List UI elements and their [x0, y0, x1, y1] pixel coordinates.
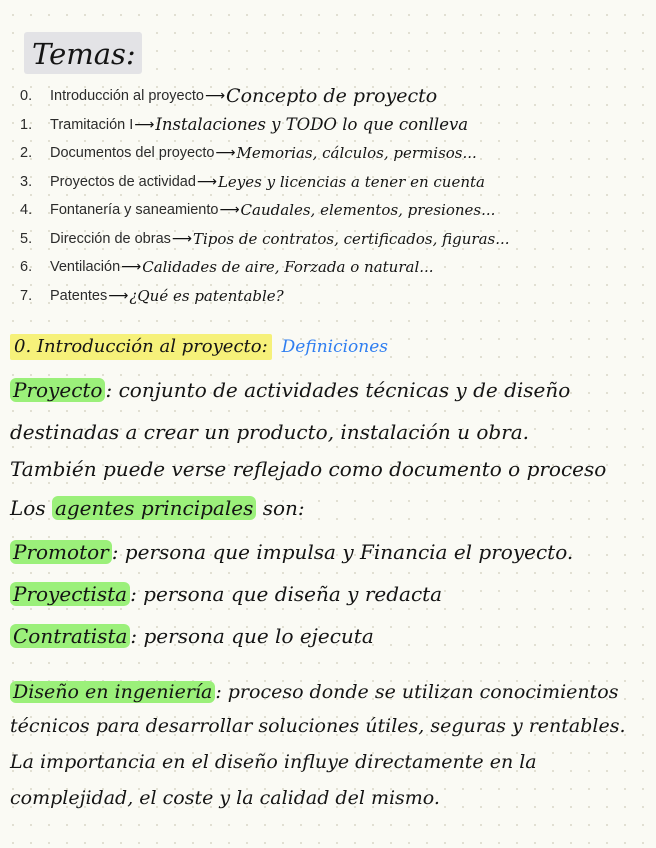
- topic-number: 5.: [20, 230, 33, 247]
- diseno-line-3: La importancia en el diseño influye directamente en la: [10, 751, 537, 773]
- diseno-line-2: técnicos para desarrollar soluciones útiles, seguras y rentables.: [10, 715, 626, 737]
- term-agentes: agentes principales: [52, 496, 256, 520]
- term-proyecto: Proyecto: [10, 378, 105, 402]
- proyecto-definition: [10, 376, 570, 404]
- term-contratista: Contratista: [10, 624, 130, 648]
- topic-note: ¿Qué es patentable?: [129, 286, 284, 305]
- topic-note: Memorias, cálculos, permisos...: [236, 144, 477, 163]
- definition-text: : persona que diseña y redacta: [130, 582, 443, 606]
- definition-text: : persona que lo ejecuta: [130, 624, 374, 648]
- diseno-line-4: complejidad, el coste y la calidad del mismo.: [10, 787, 440, 809]
- documento-line: También puede verse reflejado como documento o proceso: [10, 457, 607, 481]
- term-promotor: Promotor: [10, 540, 112, 564]
- definition-text: : conjunto de actividades técnicas y de diseño: [105, 378, 571, 402]
- agentes-line: [10, 494, 305, 522]
- topic-name: Ventilación: [50, 259, 121, 276]
- topic-name: Dirección de obras: [50, 230, 171, 247]
- arrow-right-icon: ⟶: [121, 259, 142, 276]
- topic-number: 0.: [20, 88, 33, 105]
- contratista-definition: [10, 622, 374, 650]
- list-item: [20, 225, 650, 254]
- topic-name: Patentes: [50, 287, 108, 304]
- agentes-suffix: son:: [262, 496, 305, 520]
- topics-list: [20, 82, 650, 310]
- list-item: [20, 196, 650, 225]
- proyecto-definition-cont: destinadas a crear un producto, instalación u obra.: [10, 420, 530, 444]
- page-title: Temas:: [32, 37, 136, 71]
- topic-name: Documentos del proyecto: [50, 145, 215, 162]
- list-item: [20, 82, 650, 111]
- topic-number: 3.: [20, 173, 33, 190]
- list-item: [20, 168, 650, 197]
- topic-name: Tramitación I: [50, 116, 134, 133]
- topic-note: Tipos de contratos, certificados, figuras...: [192, 229, 510, 248]
- section-note: Definiciones: [281, 337, 389, 357]
- topic-number: 2.: [20, 145, 33, 162]
- arrow-right-icon: ⟶: [204, 88, 226, 105]
- topic-note: Instalaciones y TODO lo que conlleva: [155, 115, 469, 135]
- topic-number: 1.: [20, 116, 33, 133]
- topic-number: 6.: [20, 259, 33, 276]
- list-item: [20, 111, 650, 140]
- topic-number: 7.: [20, 287, 33, 304]
- diseno-definition: [10, 678, 618, 706]
- topic-note: Calidades de aire, Forzada o natural...: [142, 258, 434, 277]
- definition-text: : persona que impulsa y Financia el proyecto.: [111, 540, 574, 564]
- definition-text: : proceso donde se utilizan conocimientos: [215, 681, 619, 703]
- topic-name: Fontanería y saneamiento: [50, 202, 219, 219]
- arrow-right-icon: ⟶: [108, 287, 129, 304]
- topic-name: Proyectos de actividad: [50, 173, 196, 190]
- section-heading: 0. Introducción al proyecto:: [10, 334, 272, 360]
- term-proyectista: Proyectista: [10, 582, 130, 606]
- topic-note: Leyes y licencias a tener en cuenta: [217, 172, 485, 191]
- list-item: [20, 253, 650, 282]
- agentes-prefix: Los: [10, 496, 46, 520]
- topic-note: Concepto de proyecto: [226, 85, 438, 108]
- topic-name: Introducción al proyecto: [50, 88, 204, 105]
- arrow-right-icon: ⟶: [134, 116, 155, 133]
- section-heading-row: [10, 334, 388, 360]
- list-item: [20, 139, 650, 168]
- list-item: [20, 282, 650, 311]
- arrow-right-icon: ⟶: [215, 145, 236, 162]
- arrow-right-icon: ⟶: [219, 202, 240, 219]
- arrow-right-icon: ⟶: [171, 230, 192, 247]
- proyectista-definition: [10, 580, 442, 608]
- topic-number: 4.: [20, 202, 33, 219]
- term-diseno: Diseño en ingeniería: [10, 681, 215, 703]
- promotor-definition: [10, 538, 573, 566]
- topic-note: Caudales, elementos, presiones...: [240, 201, 496, 220]
- arrow-right-icon: ⟶: [196, 173, 217, 190]
